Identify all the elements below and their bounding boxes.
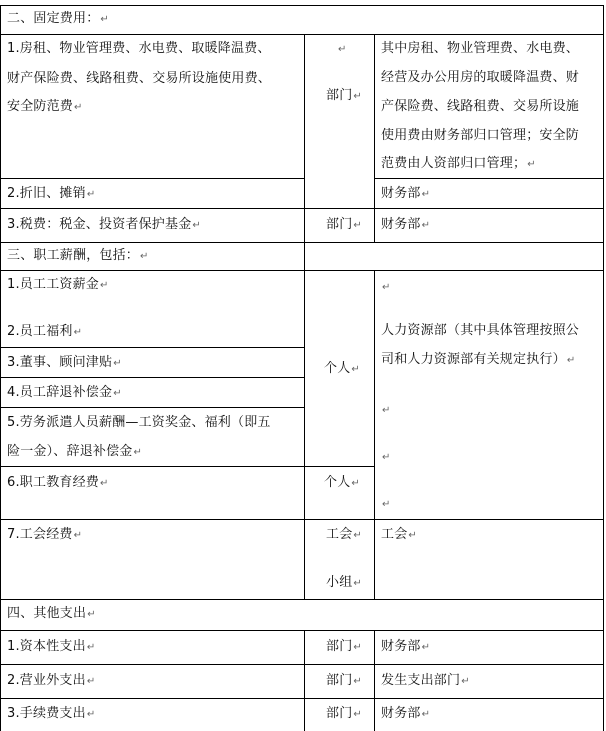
paragraph-mark: ↵ [566,355,576,366]
item-wage [7,276,109,295]
column-divider-unit-left [304,34,305,599]
unit-department [326,638,362,657]
paragraph-mark: ↵ [353,91,362,102]
paragraph-mark: ↵ [421,220,431,231]
item-tax [7,216,201,235]
section-heading-fixed-expenses [7,10,109,29]
row-divider [0,242,604,243]
item-allowance-text: 3.董事、顾问津贴 [7,355,113,370]
paragraph-mark: ↵ [353,709,362,720]
row-divider [0,407,305,408]
row-divider [0,599,604,600]
row-divider [0,466,375,467]
item-union [7,526,82,545]
paragraph-mark: ↵ [382,282,391,293]
paragraph-mark: ↵ [353,578,362,589]
row-divider [0,270,604,271]
mgmt-finance-text: 财务部 [381,186,421,201]
paragraph-mark: ↵ [382,499,391,510]
mgmt-rent-line-5 [381,155,536,174]
paragraph-mark: ↵ [113,358,122,369]
item-education-text: 6.职工教育经费 [7,475,100,490]
unit-department [326,216,362,235]
paragraph-mark: ↵ [87,609,96,620]
section-heading-text: 四、其他支出 [7,606,87,621]
item-non-operating [7,672,95,691]
unit-department-text: 部门 [326,88,353,103]
paragraph-mark: ↵ [353,530,362,541]
item-dispatch-line-2 [7,443,142,462]
column-divider-unit-right [374,34,375,242]
mgmt-union [381,526,417,545]
mgmt-hr-line-1: 人力资源部（其中具体管理按照公 [381,323,580,338]
unit-union-text: 工会 [326,527,353,542]
mgmt-rent-line-3: 产保险费、线路租费、交易所设施 [381,99,580,114]
item-severance-text: 4.员工辞退补偿金 [7,385,113,400]
item-wage-text: 1.员工工资薪金 [7,277,100,292]
unit-group [326,574,362,593]
mgmt-finance-department [381,705,430,724]
item-rent-line-2: 财产保险费、线路租费、交易所设施使用费、 [7,71,272,86]
paragraph-mark: ↵ [86,189,96,200]
item-capital-text: 1.资本性支出 [7,639,86,654]
table-border-right [603,5,604,731]
unit-person-text: 个人 [324,475,351,490]
unit-department [326,705,362,724]
paragraph-mark: ↵ [461,676,470,687]
mgmt-rent-line-5-text: 范费由人资部归口管理； [381,156,527,171]
section-heading-salary [7,247,149,266]
mgmt-finance-department [381,185,430,204]
row-divider [0,34,604,35]
table-border-left [0,5,1,731]
paragraph-mark: ↵ [86,709,96,720]
paragraph-mark: ↵ [140,251,149,262]
section-heading-other [7,605,96,624]
mgmt-hr-line-2 [381,351,575,370]
paragraph-mark: ↵ [353,220,362,231]
unit-department [326,87,362,106]
item-welfare-text: 2.员工福利 [7,324,73,339]
section-heading-text: 三、职工薪酬，包括： [7,248,140,263]
paragraph-mark: ↵ [421,642,431,653]
mgmt-finance-department [381,216,430,235]
row-divider [0,664,604,665]
paragraph-mark: ↵ [74,102,83,113]
row-divider [0,347,305,348]
mgmt-rent-line-4: 使用费由财务部归口管理；安全防 [381,128,580,143]
item-rent-line-1: 1.房租、物业管理费、水电费、取暖降温费、 [7,41,271,56]
mgmt-hr-line-2-text: 司和人力资源部有关规定执行） [381,352,566,367]
item-dispatch-line-1: 5.劳务派遣人员薪酬—工资奖金、福利（即五 [7,415,271,430]
paragraph-mark: ↵ [100,478,109,489]
paragraph-mark: ↵ [353,642,362,653]
unit-person [324,474,360,493]
mgmt-union-text: 工会 [381,527,408,542]
unit-department-text: 部门 [326,217,353,232]
paragraph-mark: ↵ [382,405,391,416]
paragraph-mark: ↵ [382,452,391,463]
paragraph-mark: ↵ [351,478,360,489]
row-divider [0,630,604,631]
paragraph-mark: ↵ [421,709,431,720]
mgmt-occurring-department [381,672,470,691]
cell-empty-mark [337,40,347,59]
item-depreciation [7,185,95,204]
unit-department-text: 部门 [326,673,353,688]
empty-line-mark [381,401,391,420]
item-rent-line-3 [7,98,83,117]
row-divider [0,519,604,520]
row-divider [0,178,305,179]
paragraph-mark: ↵ [527,159,536,170]
item-depreciation-text: 2.折旧、摊销 [7,186,86,201]
item-handling-fee [7,705,95,724]
column-divider-unit-right [374,630,375,731]
paragraph-mark: ↵ [353,676,362,687]
unit-department [326,672,362,691]
item-union-text: 7.工会经费 [7,527,73,542]
paragraph-mark: ↵ [113,388,122,399]
column-divider-unit-right [374,270,375,599]
mgmt-occurring-text: 发生支出部门 [381,673,461,688]
empty-line-mark [381,448,391,467]
paragraph-mark: ↵ [351,364,360,375]
paragraph-mark: ↵ [421,189,431,200]
paragraph-mark: ↵ [192,220,201,231]
item-tax-text: 3.税费：税金、投资者保护基金 [7,217,192,232]
unit-department-text: 部门 [326,639,353,654]
mgmt-finance-text: 财务部 [381,639,421,654]
paragraph-mark: ↵ [100,14,109,25]
paragraph-mark: ↵ [73,327,83,338]
item-allowance [7,354,122,373]
item-rent-line-3-text: 安全防范费 [7,99,74,114]
empty-line-mark [381,278,391,297]
item-welfare [7,323,82,342]
paragraph-mark: ↵ [133,447,143,458]
paragraph-mark: ↵ [100,280,109,291]
unit-person-text: 个人 [324,361,351,376]
mgmt-finance-text: 财务部 [381,706,421,721]
item-severance [7,384,122,403]
item-non-operating-text: 2.营业外支出 [7,673,86,688]
row-divider [374,178,604,179]
item-handling-fee-text: 3.手续费支出 [7,706,86,721]
mgmt-rent-line-2: 经营及办公用房的取暖降温费、财 [381,70,580,85]
row-divider [0,208,604,209]
paragraph-mark: ↵ [338,44,347,55]
paragraph-mark: ↵ [73,530,83,541]
item-education [7,474,109,493]
unit-group-text: 小组 [326,575,353,590]
paragraph-mark: ↵ [86,676,96,687]
mgmt-rent-line-1: 其中房租、物业管理费、水电费、 [381,41,580,56]
table-border-top [0,5,604,6]
row-divider [0,698,604,699]
mgmt-finance-text: 财务部 [381,217,421,232]
empty-line-mark [381,495,391,514]
unit-person [324,360,360,379]
unit-union [326,526,362,545]
paragraph-mark: ↵ [86,642,96,653]
paragraph-mark: ↵ [408,530,417,541]
unit-department-text: 部门 [326,706,353,721]
item-dispatch-line-2-text: 险一金）、辞退补偿金 [7,444,133,459]
item-capital [7,638,95,657]
row-divider [0,377,305,378]
column-divider-unit-left [304,630,305,731]
mgmt-finance-department [381,638,430,657]
section-heading-text: 二、固定费用： [7,11,100,26]
